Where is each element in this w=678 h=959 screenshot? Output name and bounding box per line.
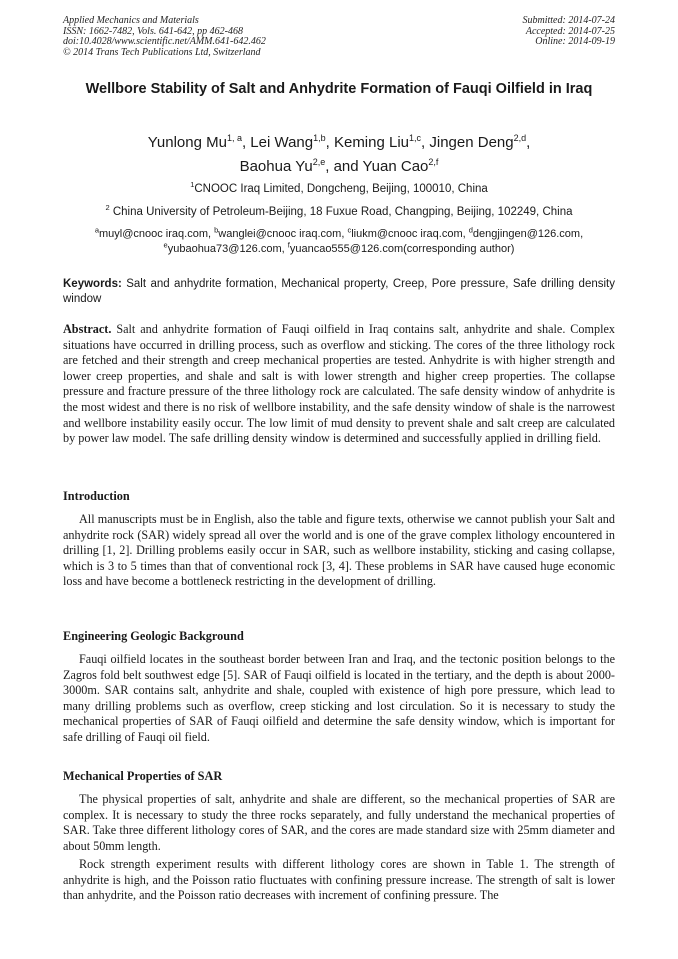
author-list: [63, 131, 615, 179]
author-affil-sup: 2,f: [428, 157, 439, 167]
keywords: [63, 277, 615, 307]
geologic-background-paragraph: Fauqi oilfield locates in the southeast border between Iran and Iraq, and the tectonic position belongs to the Zagros fold belt southwest edge [5]. SAR of Fauqi oilfield is located in the tertiary, and the depth is about 2000-3000m. SAR contains salt, anhydrite and shale, coupled with existence of high pore pressure, which lead to many drilling problems such as overflow, creep sticking and lost circulation. So it is necessary to study the mechanical properties of SAR of Fauqi oilfield and determine the safe density window, which is important for safe drilling of Fauqi oil field.: [63, 652, 615, 744]
email-sup: f: [287, 240, 290, 250]
online-date: Online: 2014-09-19: [535, 36, 615, 47]
accepted-date: Accepted: 2014-07-25: [525, 25, 615, 37]
abstract-label: Abstract.: [63, 322, 112, 336]
author-separator: ,: [241, 134, 251, 151]
author-affil-sup: 1,c: [409, 133, 422, 143]
section-heading-geologic-background: Engineering Geologic Background: [63, 629, 244, 643]
mechanical-properties-paragraph-1: The physical properties of salt, anhydrite and shale are different, so the mechanical properties of SAR are complex. It is necessary to study the three rocks separately, and fully understand the mechanical properties of SAR. Take three different lithology cores of SAR, and the cores are made standard size with 25mm diameter and about 50mm length.: [63, 792, 615, 853]
journal-doi: doi:10.4028/www.scientific.net/AMM.641-642.462: [63, 36, 266, 47]
keywords-label: Keywords:: [63, 278, 122, 290]
abstract: [63, 322, 615, 447]
journal-name: Applied Mechanics and Materials: [63, 15, 199, 26]
email-address[interactable]: yubaohua73@126.com,: [167, 243, 288, 255]
affiliation-2: [63, 205, 615, 220]
email-list: [63, 227, 615, 257]
author-name: Keming Liu: [333, 134, 410, 151]
email-address[interactable]: liukm@cnooc iraq.com,: [351, 228, 469, 240]
affiliation-text: China University of Petroleum-Beijing, 18 Fuxue Road, Changping, Beijing, 102249, China: [112, 206, 573, 218]
author-affil-sup: 2,d: [513, 133, 527, 143]
author-separator: ,: [526, 134, 531, 151]
email-sup: a: [94, 225, 99, 235]
email-sup: b: [214, 225, 219, 235]
author-affil-sup: 1,b: [313, 133, 326, 143]
email-sup: c: [347, 225, 352, 235]
abstract-text: Salt and anhydrite formation of Fauqi oilfield in Iraq contains salt, anhydrite and shale. Complex situations have occurred in drilling process, such as overflow and sticking. The cores of the three lithology rock are fetched and their strength and creep mechanical properties are tested. Anhydrite is with higher strength and lower creep properties, and shale and salt is with lower strength and higher creep properties. The collapse pressure and fracture pressure of the three lithology rock are calculated. The safe density window of anhydrite is the most widest and there is no risk of wellbore instability, and the safe density window of shale is the narrowest and wellbore instability easily occur. The low limit of mud density to prevent shale and salt creep are calculated by power law model. The safe drilling density window is determined and successfully applied in drilling field.: [63, 322, 615, 446]
author-affil-sup: 2,e: [312, 157, 326, 167]
keywords-text: Salt and anhydrite formation, Mechanical property, Creep, Pore pressure, Safe drilling density window: [63, 278, 615, 305]
author-conjunction: , and: [325, 158, 363, 175]
affiliation-sup: 2: [105, 203, 110, 213]
author-name: Yuan Cao: [362, 158, 429, 175]
section-heading-mechanical-properties: Mechanical Properties of SAR: [63, 769, 223, 783]
email-sup: d: [468, 225, 473, 235]
author-name: Lei Wang: [250, 134, 314, 151]
journal-copyright: © 2014 Trans Tech Publications Ltd, Switzerland: [63, 46, 261, 58]
email-address[interactable]: muyl@cnooc iraq.com,: [99, 228, 215, 240]
author-name: Baohua Yu: [239, 158, 313, 175]
date-header: [523, 16, 616, 48]
submitted-date: Submitted: 2014-07-24: [522, 15, 615, 26]
affiliation-text: CNOOC Iraq Limited, Dongcheng, Beijing, 100010, China: [194, 183, 488, 195]
author-separator: ,: [421, 134, 430, 151]
email-address[interactable]: yuancao555@126.com(corresponding author): [289, 243, 515, 255]
section-heading-introduction: Introduction: [63, 489, 130, 503]
journal-issn: ISSN: 1662-7482, Vols. 641-642, pp 462-468: [63, 25, 243, 37]
author-name: Yunlong Mu: [147, 134, 227, 151]
email-address[interactable]: wanglei@cnooc iraq.com,: [218, 228, 348, 240]
journal-header: [63, 16, 266, 58]
email-address[interactable]: dengjingen@126.com,: [472, 228, 584, 240]
author-affil-sup: 1, a: [226, 133, 242, 143]
affiliation-1: [63, 182, 615, 197]
paper-title: Wellbore Stability of Salt and Anhydrite Formation of Fauqi Oilfield in Iraq: [85, 81, 593, 97]
introduction-paragraph: All manuscripts must be in English, also the table and figure texts, otherwise we cannot publish your Salt and anhydrite rock (SAR) widely spread all over the world and is one of the grave complex lithology encountered in drilling [1, 2]. Drilling problems easily occur in SAR, such as wellbore instability, sticking and casing collapse, which is 3 to 5 times than that of conventional rock [3, 4]. These problems in SAR have caused huge economic loss and have become a bottleneck restricting in the development of drilling.: [63, 512, 615, 589]
email-sup: e: [163, 240, 168, 250]
affiliation-sup: 1: [190, 180, 195, 190]
author-separator: ,: [325, 134, 334, 151]
mechanical-properties-paragraph-2: Rock strength experiment results with different lithology cores are shown in Table 1. The strength of anhydrite is high, and the Poisson ratio fluctuates with confining pressure increase. The strength of salt is lower than anhydrite, and the Poisson ratio decreases with increment of confining pressure. The: [63, 857, 615, 903]
author-name: Jingen Deng: [429, 134, 514, 151]
